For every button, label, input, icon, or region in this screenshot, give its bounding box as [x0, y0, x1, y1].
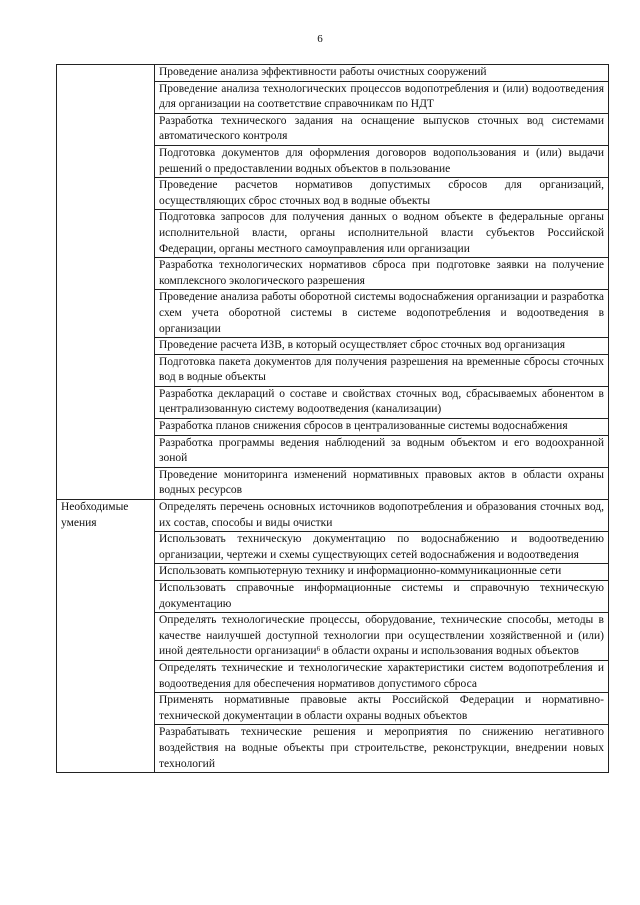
row-text: Разработка технического задания на оснащение выпусков сточных вод системами автоматического контроля	[155, 113, 609, 145]
section-label: Необходимые умения	[57, 500, 155, 773]
row-text: Проведение анализа эффективности работы очистных сооружений	[155, 65, 609, 82]
row-text: Определять перечень основных источников водопотребления и образования сточных вод, их состав, способы и виды очистки	[155, 500, 609, 532]
competency-table	[56, 64, 609, 773]
row-text: Использовать справочные информационные системы и справочную техническую документацию	[155, 581, 609, 613]
section-label	[57, 65, 155, 500]
row-text: Определять технологические процессы, оборудование, технические способы, методы в качестве наилучшей доступной технологии при осуществлении хозяйственной и (или) иной деятельности организации⁶ в области охраны и использования водных объектов	[155, 613, 609, 661]
row-text: Разработка деклараций о составе и свойствах сточных вод, сбрасываемых абонентом в централизованную систему водоотведения (канализации)	[155, 386, 609, 418]
row-text: Определять технические и технологические характеристики систем водопотребления и водоотведения для обеспечения нормативов допустимого сброса	[155, 660, 609, 692]
row-text: Применять нормативные правовые акты Российской Федерации и нормативно-технической документации в области охраны водных объектов	[155, 693, 609, 725]
row-text: Проведение анализа технологических процессов водопотребления и (или) водоотведения для организации на соответствие справочникам по НДТ	[155, 81, 609, 113]
row-text: Проведение анализа работы оборотной системы водоснабжения организации и разработка схем учета оборотной системы в системе водопотребления и водоотведения в организации	[155, 290, 609, 338]
row-text: Проведение расчета ИЗВ, в который осуществляет сброс сточных вод организация	[155, 338, 609, 355]
row-text: Использовать компьютерную технику и информационно-коммуникационные сети	[155, 564, 609, 581]
row-text: Подготовка документов для оформления договоров водопользования и (или) выдачи решений о предоставлении водных объектов в пользование	[155, 145, 609, 177]
row-text: Использовать техническую документацию по водоснабжению и водоотведению организации, чертежи и схемы существующих сетей водоснабжения и водоотведения	[155, 532, 609, 564]
table-body	[57, 65, 609, 773]
row-text: Разработка планов снижения сбросов в централизованные системы водоснабжения	[155, 419, 609, 436]
row-text: Разрабатывать технические решения и мероприятия по снижению негативного воздействия на водные объекты при строительстве, реконструкции, внедрении новых технологий	[155, 725, 609, 773]
page-number: 6	[317, 33, 323, 45]
table-row	[57, 500, 609, 532]
row-text: Проведение расчетов нормативов допустимых сбросов для организаций, осуществляющих сброс сточных вод в водные объекты	[155, 178, 609, 210]
table-row	[57, 65, 609, 82]
row-text: Разработка программы ведения наблюдений за водным объектом и его водоохранной зоной	[155, 435, 609, 467]
row-text: Подготовка запросов для получения данных о водном объекте в федеральные органы исполнительной власти, органы исполнительной власти субъектов Российской Федерации, органы местного самоуправления или организации	[155, 210, 609, 258]
row-text: Разработка технологических нормативов сброса при подготовке заявки на получение комплексного экологического разрешения	[155, 258, 609, 290]
row-text: Подготовка пакета документов для получения разрешения на временные сбросы сточных вод в водные объекты	[155, 354, 609, 386]
row-text: Проведение мониторинга изменений нормативных правовых актов в области охраны водных ресурсов	[155, 467, 609, 499]
